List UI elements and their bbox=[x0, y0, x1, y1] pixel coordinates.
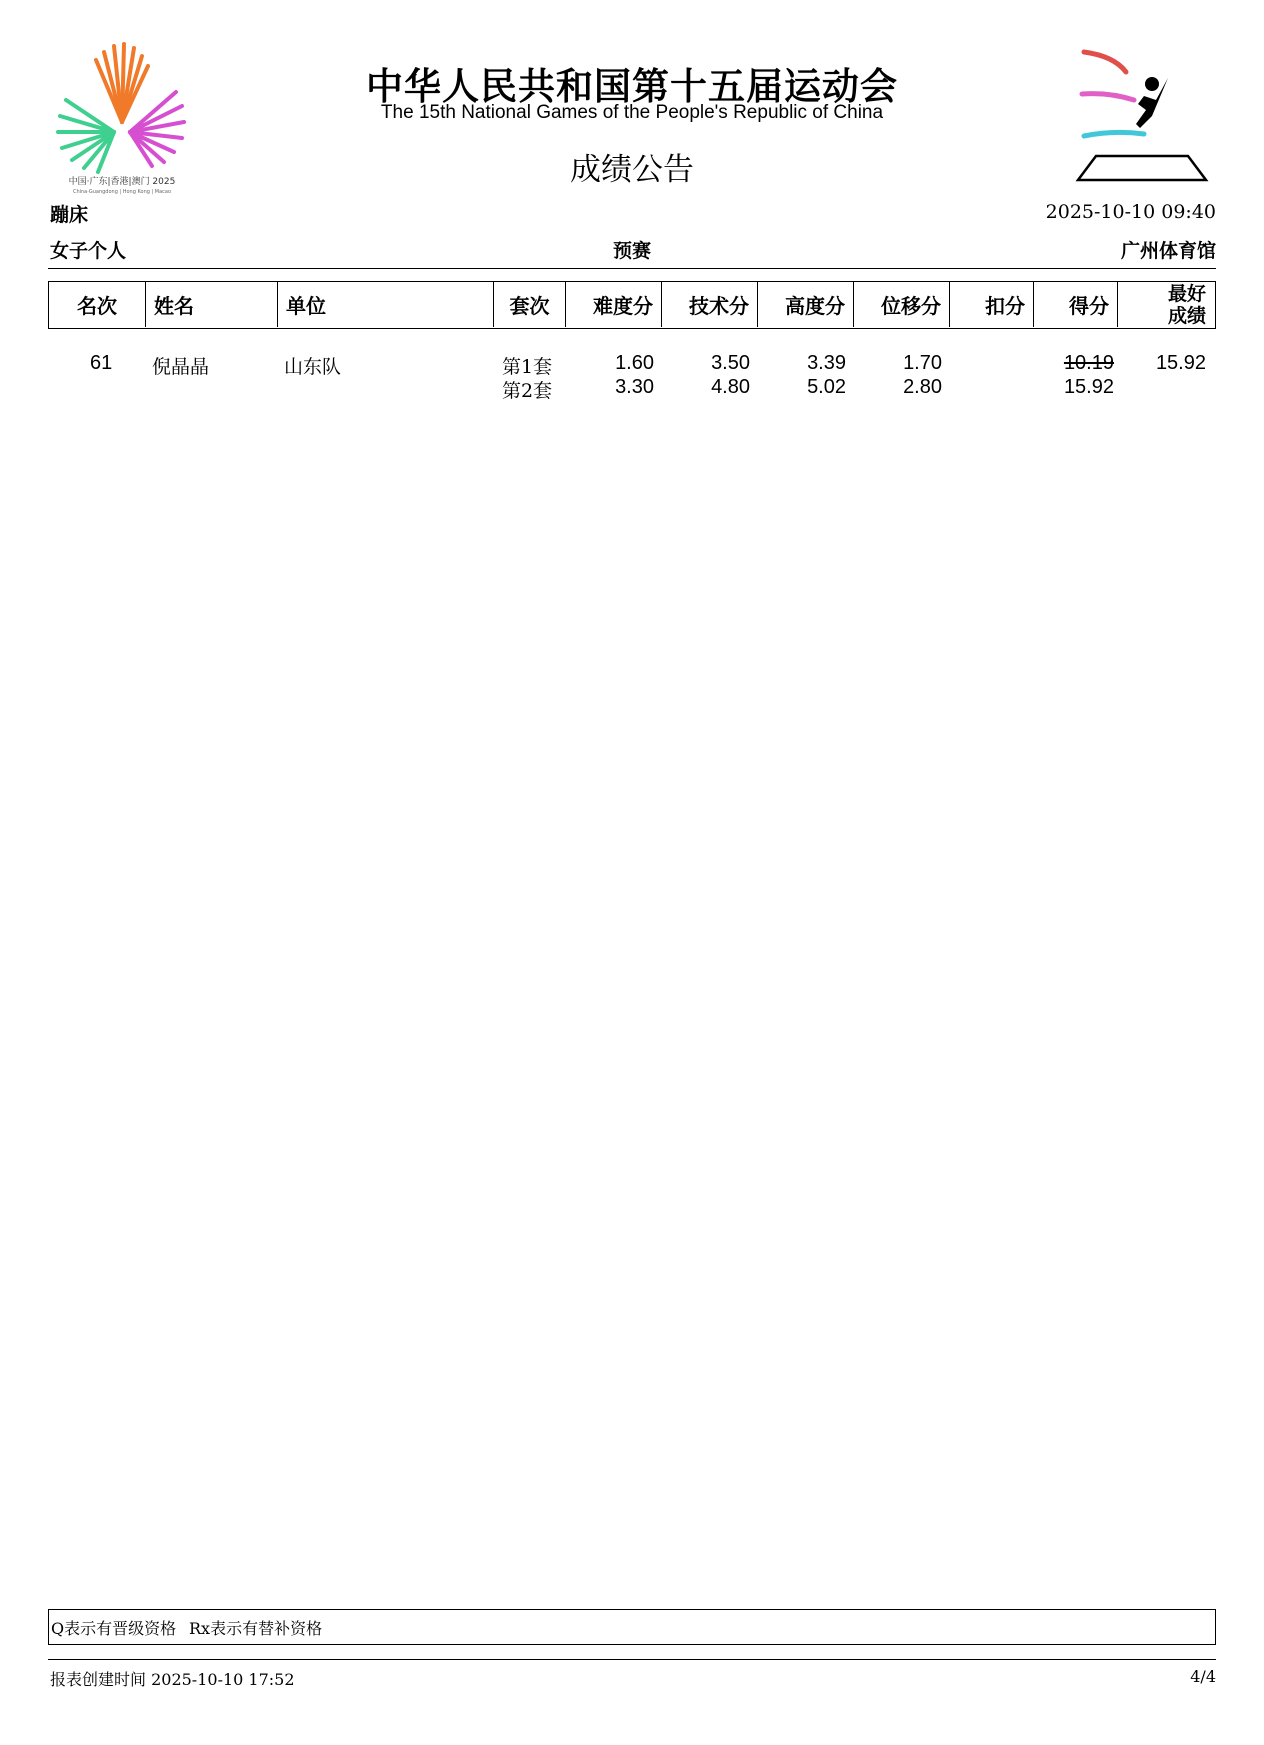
games-title-en: The 15th National Games of the People's Republic of China bbox=[380, 102, 884, 123]
emblem-text-en: China·Guangdong | Hong Kong | Macao bbox=[72, 189, 172, 195]
routine-1-displacement: 1.70 bbox=[903, 352, 942, 374]
row-unit: 山东队 bbox=[284, 356, 342, 378]
report-datetime: 2025-10-10 09:40 bbox=[1045, 201, 1216, 223]
results-table-header bbox=[48, 281, 1216, 329]
routine-1-height: 3.39 bbox=[807, 352, 846, 374]
emblem-text-cn: 中国·广东|香港|澳门 2025 bbox=[68, 177, 176, 187]
routine-2-difficulty: 3.30 bbox=[615, 376, 654, 398]
emblem-rays-magenta bbox=[130, 92, 184, 166]
col-unit-header: 单位 bbox=[277, 282, 493, 327]
col-execution-header: 技术分 bbox=[661, 282, 757, 327]
col-penalty-header: 扣分 bbox=[949, 282, 1033, 327]
games-title-cn: 中华人民共和国第十五届运动会 bbox=[366, 65, 898, 108]
col-height-header: 高度分 bbox=[757, 282, 853, 327]
col-score-header: 得分 bbox=[1033, 282, 1117, 327]
row-athlete-name: 倪晶晶 bbox=[152, 356, 210, 378]
row-best-score: 15.92 bbox=[1155, 352, 1206, 374]
legend-qualified: Q表示有晋级资格 bbox=[51, 1619, 177, 1638]
col-difficulty-header: 难度分 bbox=[565, 282, 661, 327]
footer-divider bbox=[48, 1659, 1216, 1660]
col-displacement-header: 位移分 bbox=[853, 282, 949, 327]
header-divider bbox=[48, 268, 1216, 269]
col-best-header-line1: 最好 bbox=[1167, 282, 1206, 305]
emblem-rays-orange bbox=[96, 44, 148, 122]
col-rank-header: 名次 bbox=[77, 294, 117, 318]
routine-2-execution: 4.80 bbox=[711, 376, 750, 398]
document-title: 成绩公告 bbox=[570, 152, 694, 188]
col-routine-header: 套次 bbox=[493, 282, 565, 327]
sport-name: 蹦床 bbox=[50, 204, 89, 226]
col-name-header: 姓名 bbox=[145, 282, 277, 327]
col-best-header bbox=[1117, 282, 1214, 327]
trampoline-pictogram-icon bbox=[1064, 44, 1214, 184]
routine-2-displacement: 2.80 bbox=[903, 376, 942, 398]
routine-2-label: 第2套 bbox=[502, 380, 553, 402]
routine-1-difficulty: 1.60 bbox=[615, 352, 654, 374]
event-name: 女子个人 bbox=[50, 240, 127, 262]
venue-name: 广州体育馆 bbox=[1120, 240, 1216, 262]
legend-box bbox=[48, 1609, 1216, 1645]
games-emblem-logo bbox=[52, 36, 192, 196]
phase-name: 预赛 bbox=[612, 240, 651, 262]
page-number: 4/4 bbox=[1190, 1667, 1216, 1686]
routine-1-execution: 3.50 bbox=[711, 352, 750, 374]
emblem-rays-green bbox=[58, 100, 114, 172]
routine-2-height: 5.02 bbox=[807, 376, 846, 398]
routine-1-label: 第1套 bbox=[502, 356, 553, 378]
legend-reserve: Rx表示有替补资格 bbox=[189, 1619, 323, 1638]
col-best-header-line2: 成绩 bbox=[1167, 304, 1206, 327]
routine-2-score: 15.92 bbox=[1063, 376, 1114, 398]
routine-1-score-struck: 10.19 bbox=[1063, 352, 1114, 374]
report-created-time: 报表创建时间 2025-10-10 17:52 bbox=[50, 1670, 295, 1689]
row-rank: 61 bbox=[90, 352, 113, 374]
